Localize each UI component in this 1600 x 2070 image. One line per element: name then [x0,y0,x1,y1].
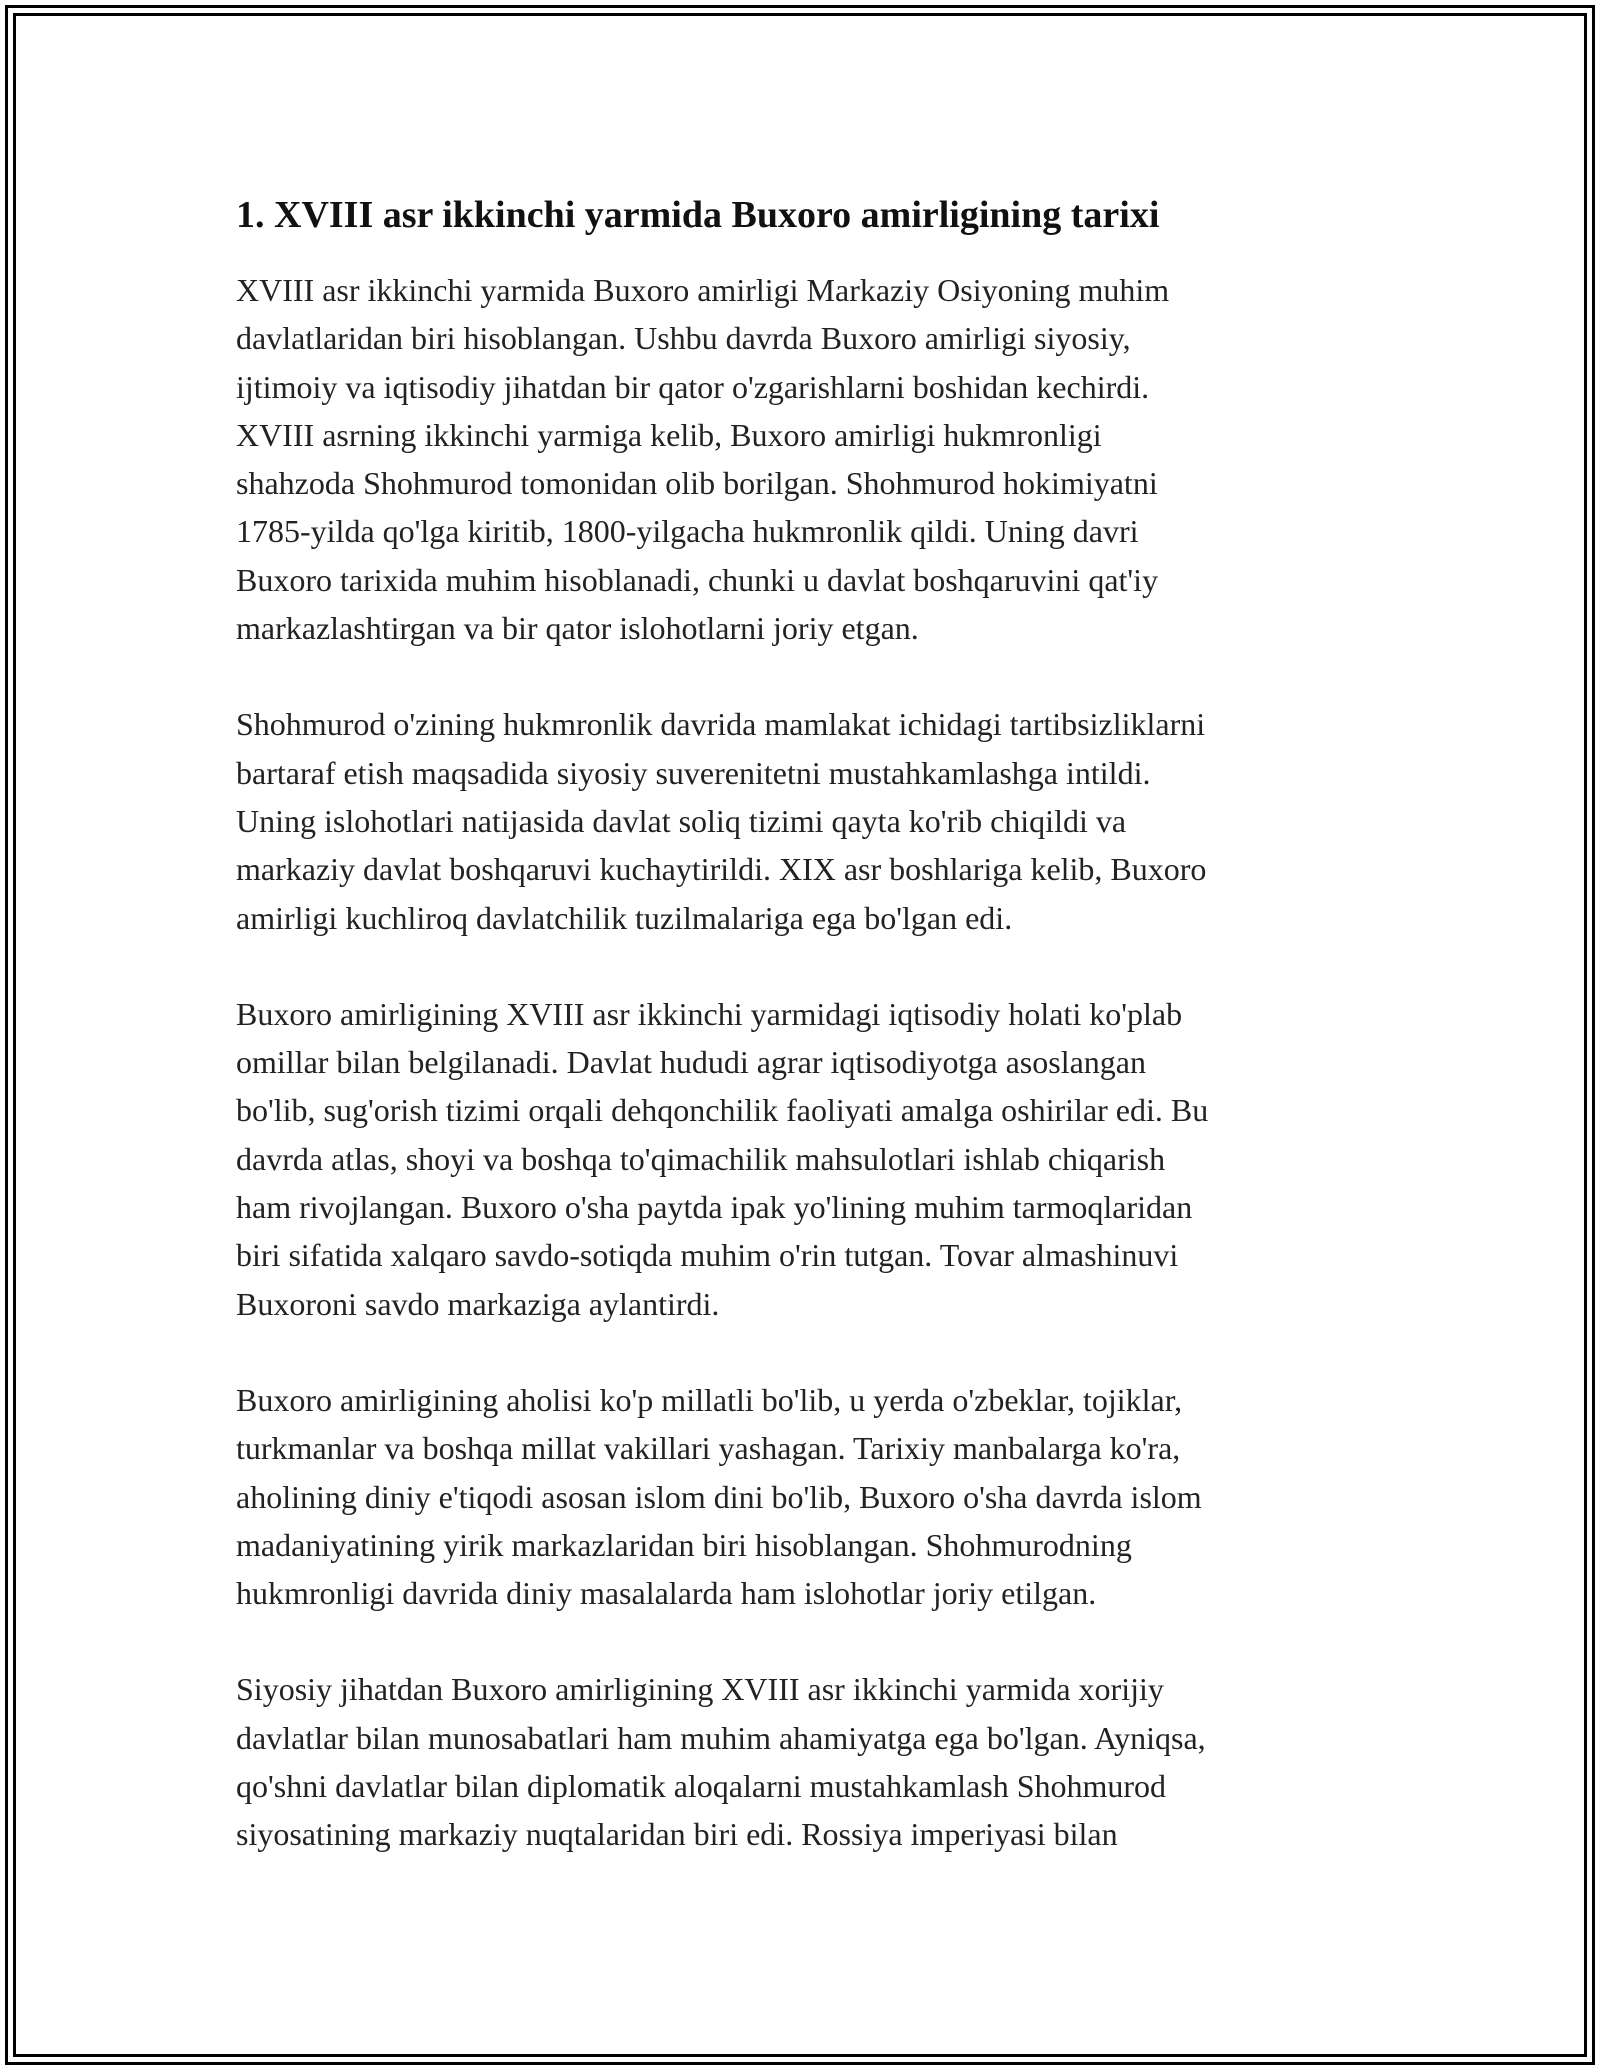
paragraph-line: hukmronligi davrida diniy masalalarda ham islohotlar joriy etilgan. [236,1575,1097,1612]
paragraph-3 [236,990,1366,1328]
paragraph-line: Buxoro amirligining XVIII asr ikkinchi yarmidagi iqtisodiy holati ko'plab [236,995,1183,1032]
paragraph-line: omillar bilan belgilanadi. Davlat hududi agrar iqtisodiyotga asoslangan [236,1044,1146,1081]
paragraph-line: shahzoda Shohmurod tomonidan olib borilgan. Shohmurod hokimiyatni [236,465,1158,502]
paragraph-5 [236,1665,1366,1858]
paragraph-line: Buxoro tarixida muhim hisoblanadi, chunki u davlat boshqaruvini qat'iy [236,561,1159,598]
paragraph-line: turkmanlar va boshqa millat vakillari yashagan. Tarixiy manbalarga ko'ra, [236,1430,1181,1467]
paragraph-line: davlatlaridan biri hisoblangan. Ushbu davrda Buxoro amirligi siyosiy, [236,320,1131,357]
paragraph-line: bo'lib, sug'orish tizimi orqali dehqonchilik faoliyati amalga oshirilar edi. Bu [236,1092,1209,1129]
paragraph-line: ham rivojlangan. Buxoro o'sha paytda ipak yo'lining muhim tarmoqlaridan [236,1189,1193,1226]
paragraph-line: ijtimoiy va iqtisodiy jihatdan bir qator o'zgarishlarni boshidan kechirdi. [236,368,1150,405]
paragraph-line: amirligi kuchliroq davlatchilik tuzilmalariga ega bo'lgan edi. [236,899,1013,936]
paragraph-line: Siyosiy jihatdan Buxoro amirligining XVIII asr ikkinchi yarmida xorijiy [236,1671,1164,1708]
section-heading: 1. XVIII asr ikkinchi yarmida Buxoro amirligining tarixi [236,194,1160,236]
paragraph-line: Buxoro amirligining aholisi ko'p millatli bo'lib, u yerda o'zbeklar, tojiklar, [236,1381,1183,1418]
paragraph-line: XVIII asrning ikkinchi yarmiga kelib, Buxoro amirligi hukmronligi [236,416,1102,453]
paragraph-line: madaniyatining yirik markazlaridan biri hisoblangan. Shohmurodning [236,1526,1132,1563]
paragraph-2 [236,700,1366,941]
paragraph-line: biri sifatida xalqaro savdo-sotiqda muhim o'rin tutgan. Tovar almashinuvi [236,1237,1179,1274]
paragraph-1 [236,266,1366,652]
paragraph-line: markaziy davlat boshqaruvi kuchaytirildi. XIX asr boshlariga kelib, Buxoro [236,851,1207,888]
paragraph-line: siyosatining markaziy nuqtalaridan biri edi. Rossiya imperiyasi bilan [236,1816,1118,1853]
paragraph-line: davrda atlas, shoyi va boshqa to'qimachilik mahsulotlari ishlab chiqarish [236,1140,1166,1177]
paragraph-line: Uning islohotlari natijasida davlat soliq tizimi qayta ko'rib chiqildi va [236,802,1127,839]
paragraph-line: XVIII asr ikkinchi yarmida Buxoro amirligi Markaziy Osiyoning muhim [236,272,1170,308]
paragraph-4 [236,1376,1366,1617]
paragraph-line: bartaraf etish maqsadida siyosiy suverenitetni mustahkamlashga intildi. [236,754,1151,791]
paragraph-line: davlatlar bilan munosabatlari ham muhim ahamiyatga ega bo'lgan. Ayniqsa, [236,1719,1206,1756]
paragraph-line: 1785-yilda qo'lga kiritib, 1800-yilgacha hukmronlik qildi. Uning davri [236,513,1139,550]
paragraph-line: Buxoroni savdo markaziga aylantirdi. [236,1285,720,1322]
paragraph-line: qo'shni davlatlar bilan diplomatik aloqalarni mustahkamlash Shohmurod [236,1768,1167,1805]
paragraph-line: aholining diniy e'tiqodi asosan islom dini bo'lib, Buxoro o'sha davrda islom [236,1478,1202,1515]
paragraph-line: markazlashtirgan va bir qator islohotlarni joriy etgan. [236,610,919,647]
paragraph-line: Shohmurod o'zining hukmronlik davrida mamlakat ichidagi tartibsizliklarni [236,706,1206,743]
document-body [236,186,1366,1907]
